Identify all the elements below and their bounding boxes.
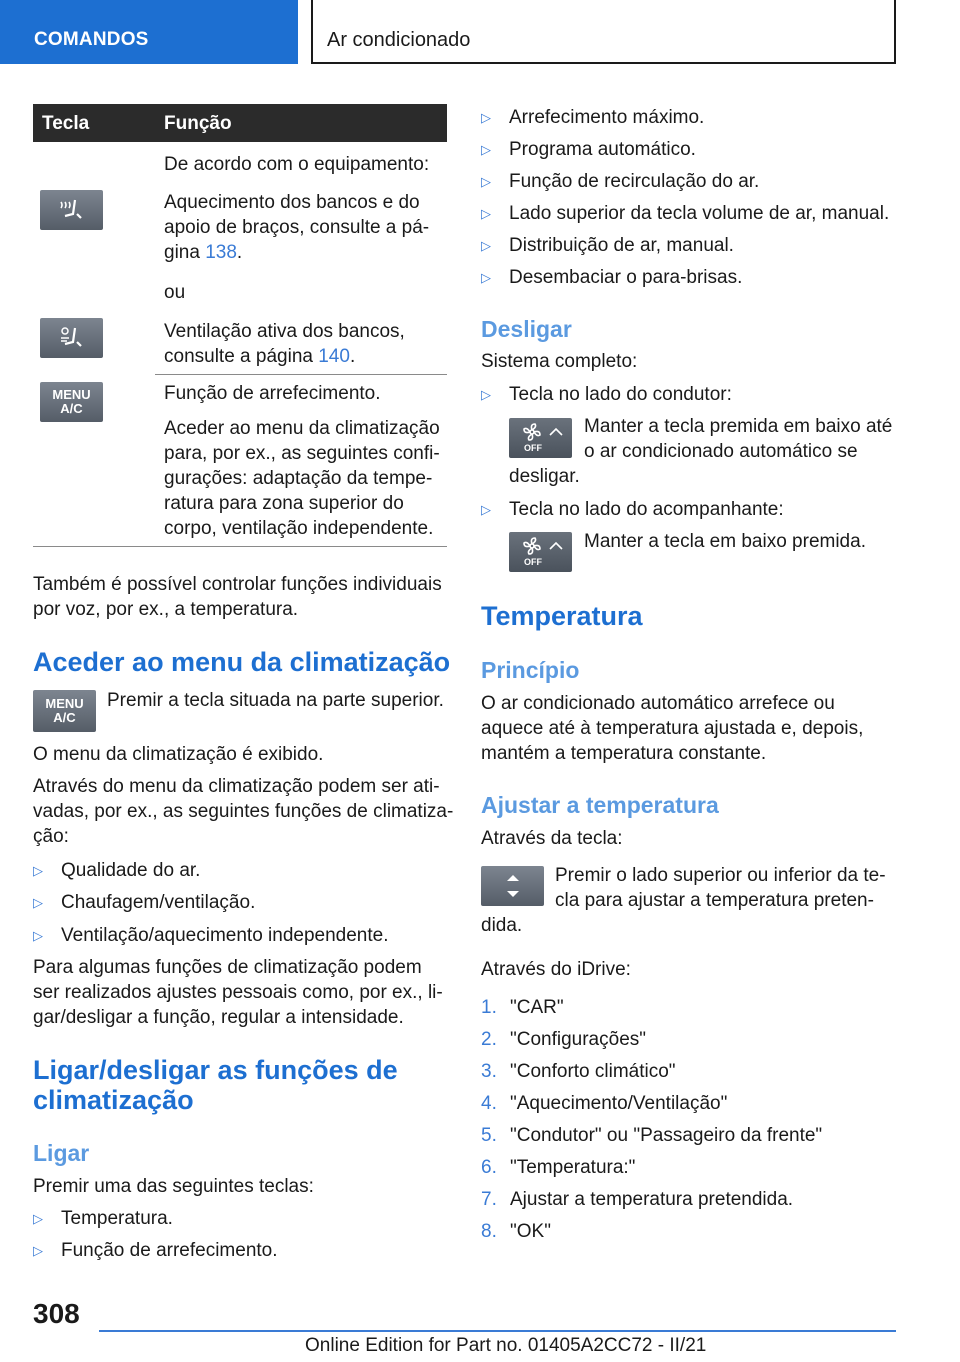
- menu-para-line1: Através do menu da climatização podem ser ati-: [33, 776, 440, 797]
- via-idrive-text: Através do iDrive:: [481, 959, 631, 980]
- row2-line2: Aceder ao menu da climatização: [164, 418, 440, 439]
- off-key-label: OFF: [523, 557, 542, 567]
- row1-heat-line3: gina 138.: [164, 242, 243, 263]
- triangle-bullet-icon: ▷: [33, 1211, 43, 1226]
- seat-heating-key: [40, 190, 103, 230]
- up-down-arrows-icon: [501, 871, 525, 901]
- step-number: 7.: [481, 1189, 497, 1210]
- row2-line3: para, por ex., as seguintes confi-: [164, 443, 440, 464]
- section-title: COMANDOS: [34, 29, 149, 50]
- menu-shown-text: O menu da climatização é exibido.: [33, 744, 324, 765]
- menu-ac-key-2: [33, 690, 96, 732]
- row1-intro: De acordo com o equipamento:: [164, 154, 430, 175]
- chapter-tab: [311, 0, 896, 64]
- fan-off-key-passenger: [509, 532, 572, 572]
- seat-ventilation-key: [40, 318, 103, 358]
- adjust-text-line1: Premir o lado superior ou inferior da te-: [555, 865, 886, 886]
- row2-line5: ratura para zona superior do: [164, 493, 404, 514]
- triangle-bullet-icon: ▷: [481, 174, 491, 189]
- table-bottom-rule: [33, 546, 447, 547]
- section-tab: [0, 0, 298, 64]
- via-key-text: Através da tecla:: [481, 828, 623, 849]
- page-number: 308: [33, 1298, 80, 1329]
- settings-para-line2: ser realizados ajustes pessoais como, por ex., li-: [33, 982, 443, 1003]
- step-text: "Temperatura:": [510, 1157, 636, 1178]
- temperature-rocker-key: [481, 866, 544, 906]
- page-link-138[interactable]: 138: [205, 242, 237, 263]
- row2-line6: corpo, ventilação independente.: [164, 518, 434, 539]
- principle-line2: aquece até à temperatura ajustada e, depois,: [481, 718, 864, 739]
- row1-vent-line2: consulte a página 140.: [164, 346, 356, 367]
- step-text: "Conforto climático": [510, 1061, 676, 1082]
- col-header-key: Tecla: [42, 113, 90, 134]
- driver-text-line1: Manter a tecla premida em baixo até: [584, 416, 893, 437]
- step-number: 5.: [481, 1125, 497, 1146]
- menu-press-text: Premir a tecla situada na parte superior.: [107, 690, 444, 711]
- seat-heating-icon: [57, 196, 87, 224]
- step-text: "Configurações": [510, 1029, 647, 1050]
- row2-line4: gurações: adaptação da tempe-: [164, 468, 433, 489]
- fan-off-icon: [516, 535, 566, 569]
- principle-line1: O ar condicionado automático arrefece ou: [481, 693, 835, 714]
- triangle-bullet-icon: ▷: [481, 387, 491, 402]
- settings-para-line3: gar/desligar a função, regular a intensidade.: [33, 1007, 404, 1028]
- page-link-140[interactable]: 140: [318, 346, 350, 367]
- triangle-bullet-icon: ▷: [481, 238, 491, 253]
- step-text: "OK": [510, 1221, 551, 1242]
- col-header-function: Função: [164, 113, 232, 134]
- voice-para-line1: Também é possível controlar funções individuais: [33, 574, 442, 595]
- triangle-bullet-icon: ▷: [481, 142, 491, 157]
- triangle-bullet-icon: ▷: [33, 895, 43, 910]
- fan-off-icon: [516, 421, 566, 455]
- table-row-divider: [155, 374, 447, 375]
- step-text: Ajustar a temperatura pretendida.: [510, 1189, 794, 1210]
- step-number: 2.: [481, 1029, 497, 1050]
- triangle-bullet-icon: ▷: [481, 206, 491, 221]
- off-intro: Sistema completo:: [481, 351, 638, 372]
- triangle-bullet-icon: ▷: [481, 110, 491, 125]
- triangle-bullet-icon: ▷: [481, 270, 491, 285]
- heading-temperature: Temperatura: [481, 601, 643, 631]
- voice-para-line2: por voz, por ex., a temperatura.: [33, 599, 299, 620]
- edition-text: Online Edition for Part no. 01405A2CC72 - II/21: [305, 1335, 707, 1356]
- driver-text-line2: o ar condicionado automático se: [584, 441, 858, 462]
- heading-on: Ligar: [33, 1140, 90, 1166]
- seat-ventilation-icon: [57, 324, 87, 352]
- step-number: 1.: [481, 997, 497, 1018]
- ac-key-label-2: A/C: [53, 710, 76, 725]
- menu-para-line2: vadas, por ex., as seguintes funções de climatiza-: [33, 801, 454, 822]
- triangle-bullet-icon: ▷: [481, 502, 491, 517]
- step-number: 4.: [481, 1093, 497, 1114]
- triangle-bullet-icon: ▷: [33, 928, 43, 943]
- heading-adjust: Ajustar a temperatura: [481, 792, 719, 818]
- step-text: "Condutor" ou "Passageiro da frente": [510, 1125, 823, 1146]
- menu-key-label: MENU: [52, 387, 91, 402]
- row1-heat-line2: apoio de braços, consulte a pá-: [164, 217, 430, 238]
- passenger-text: Manter a tecla em baixo premida.: [584, 531, 866, 552]
- settings-para-line1: Para algumas funções de climatização podem: [33, 957, 422, 978]
- heading-principle: Princípio: [481, 657, 580, 683]
- row1-or: ou: [164, 282, 186, 303]
- table-header: [33, 104, 447, 142]
- menu-ac-key: [40, 382, 103, 422]
- heading-menu: Aceder ao menu da climatização: [33, 647, 451, 677]
- principle-line3: mantém a temperatura constante.: [481, 743, 767, 764]
- heading-onoff-line2: climatização: [33, 1085, 194, 1115]
- triangle-bullet-icon: ▷: [33, 863, 43, 878]
- off-key-label: OFF: [523, 443, 542, 453]
- row1-heat-line1: Aquecimento dos bancos e do: [164, 192, 420, 213]
- step-text: "Aquecimento/Ventilação": [510, 1093, 728, 1114]
- heading-onoff-line1: Ligar/desligar as funções de: [33, 1055, 398, 1085]
- step-number: 3.: [481, 1061, 497, 1082]
- heading-off: Desligar: [481, 316, 572, 342]
- step-number: 8.: [481, 1221, 497, 1242]
- driver-text-line3: desligar.: [509, 466, 580, 487]
- adjust-text-line2: cla para ajustar a temperatura preten-: [555, 890, 874, 911]
- row1-vent-line1: Ventilação ativa dos bancos,: [164, 321, 405, 342]
- footer-divider: [99, 1330, 896, 1332]
- menu-para-line3: ção:: [33, 826, 69, 847]
- ac-key-label: A/C: [60, 401, 83, 416]
- on-intro: Premir uma das seguintes teclas:: [33, 1176, 314, 1197]
- row2-line1: Função de arrefecimento.: [164, 383, 381, 404]
- adjust-text-line3: dida.: [481, 915, 523, 936]
- step-text: "CAR": [510, 997, 564, 1018]
- menu-key-label-2: MENU: [45, 696, 84, 711]
- chapter-title: Ar condicionado: [327, 29, 471, 51]
- step-number: 6.: [481, 1157, 497, 1178]
- fan-off-key-driver: [509, 418, 572, 458]
- triangle-bullet-icon: ▷: [33, 1243, 43, 1258]
